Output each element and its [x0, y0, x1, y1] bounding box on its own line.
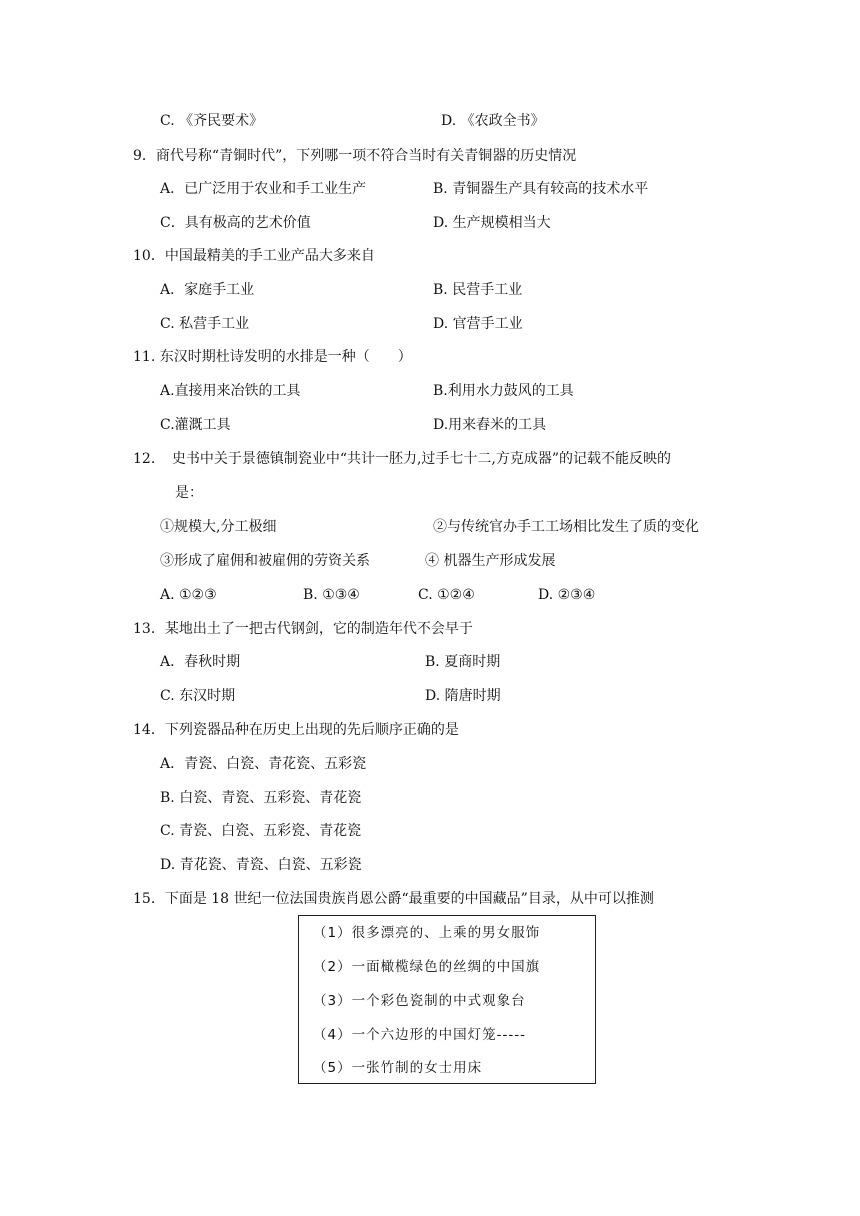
q10-option-a: A．家庭手工业	[160, 282, 255, 298]
q8-option-c: C. 《齐民要术》	[160, 113, 264, 129]
q15-box-item-5: （5）一张竹制的女士用床	[313, 1060, 483, 1076]
q15-box-item-4: （4）一个六边形的中国灯笼-----	[313, 1027, 526, 1043]
q15-box-item-2: （2）一面橄榄绿色的丝绸的中国旗	[313, 959, 541, 975]
q11-option-a: A.直接用来冶铁的工具	[160, 383, 301, 399]
q15-box-item-1: （1）很多漂亮的、上乘的男女服饰	[313, 925, 541, 941]
q12-statement-3: ③形成了雇佣和被雇佣的劳资关系	[160, 553, 370, 569]
q13-option-c: C. 东汉时期	[160, 688, 236, 704]
q10-option-d: D. 官营手工业	[433, 316, 523, 332]
q12-option-a: A. ①②③	[160, 587, 217, 603]
q12-option-d: D. ②③④	[538, 587, 596, 603]
q9-stem: 9．商代号称“青铜时代”，下列哪一项不符合当时有关青铜器的历史情况	[133, 148, 577, 164]
q12-statement-4: ④ 机器生产形成发展	[425, 553, 556, 569]
q11-option-c: C.灌溉工具	[160, 417, 231, 433]
q9-option-d: D. 生产规模相当大	[433, 215, 551, 231]
q10-stem: 10．中国最精美的手工业产品大多来自	[133, 248, 375, 264]
q13-option-d: D. 隋唐时期	[425, 688, 501, 704]
q9-option-b: B. 青铜器生产具有较高的技术水平	[433, 181, 649, 197]
q9-option-c: C．具有极高的艺术价值	[160, 215, 311, 231]
q8-option-d: D. 《农政全书》	[441, 113, 545, 129]
q13-stem: 13．某地出土了一把古代钢剑，它的制造年代不会早于	[133, 621, 473, 637]
q12-option-b: B. ①③④	[303, 587, 360, 603]
q9-option-a: A．已广泛用于农业和手工业生产	[160, 181, 367, 197]
q10-option-c: C. 私营手工业	[160, 316, 250, 332]
q12-option-c: C. ①②④	[418, 587, 475, 603]
q14-stem: 14．下列瓷器品种在历史上出现的先后顺序正确的是	[133, 722, 459, 738]
q12-statement-2: ②与传统官办手工工场相比发生了质的变化	[433, 519, 699, 535]
q11-option-b: B.利用水力鼓风的工具	[433, 383, 574, 399]
q11-option-d: D.用来舂米的工具	[433, 417, 547, 433]
q14-option-b: B. 白瓷、青瓷、五彩瓷、青花瓷	[160, 790, 362, 806]
q12-stem: 12． 史书中关于景德镇制瓷业中“共计一胚力,过手七十二,方克成器”的记载不能反映的	[133, 451, 672, 467]
q15-collection-box	[298, 915, 596, 1084]
q12-stem-continued: 是：	[175, 485, 203, 501]
q15-stem: 15．下面是 18 世纪一位法国贵族肖恩公爵“最重要的中国藏品”目录，从中可以推测	[133, 891, 654, 907]
q13-option-b: B. 夏商时期	[425, 654, 501, 670]
q14-option-c: C. 青瓷、白瓷、五彩瓷、青花瓷	[160, 823, 362, 839]
q15-box-item-3: （3）一个彩色瓷制的中式观象台	[313, 993, 526, 1009]
q14-option-a: A．青瓷、白瓷、青花瓷、五彩瓷	[160, 756, 367, 772]
q14-option-d: D. 青花瓷、青瓷、白瓷、五彩瓷	[160, 857, 362, 873]
q10-option-b: B. 民营手工业	[433, 282, 523, 298]
q13-option-a: A．春秋时期	[160, 654, 241, 670]
q12-statement-1: ①规模大,分工极细	[160, 519, 277, 535]
q11-stem: 11. 东汉时期杜诗发明的水排是一种（ ）	[133, 349, 412, 365]
